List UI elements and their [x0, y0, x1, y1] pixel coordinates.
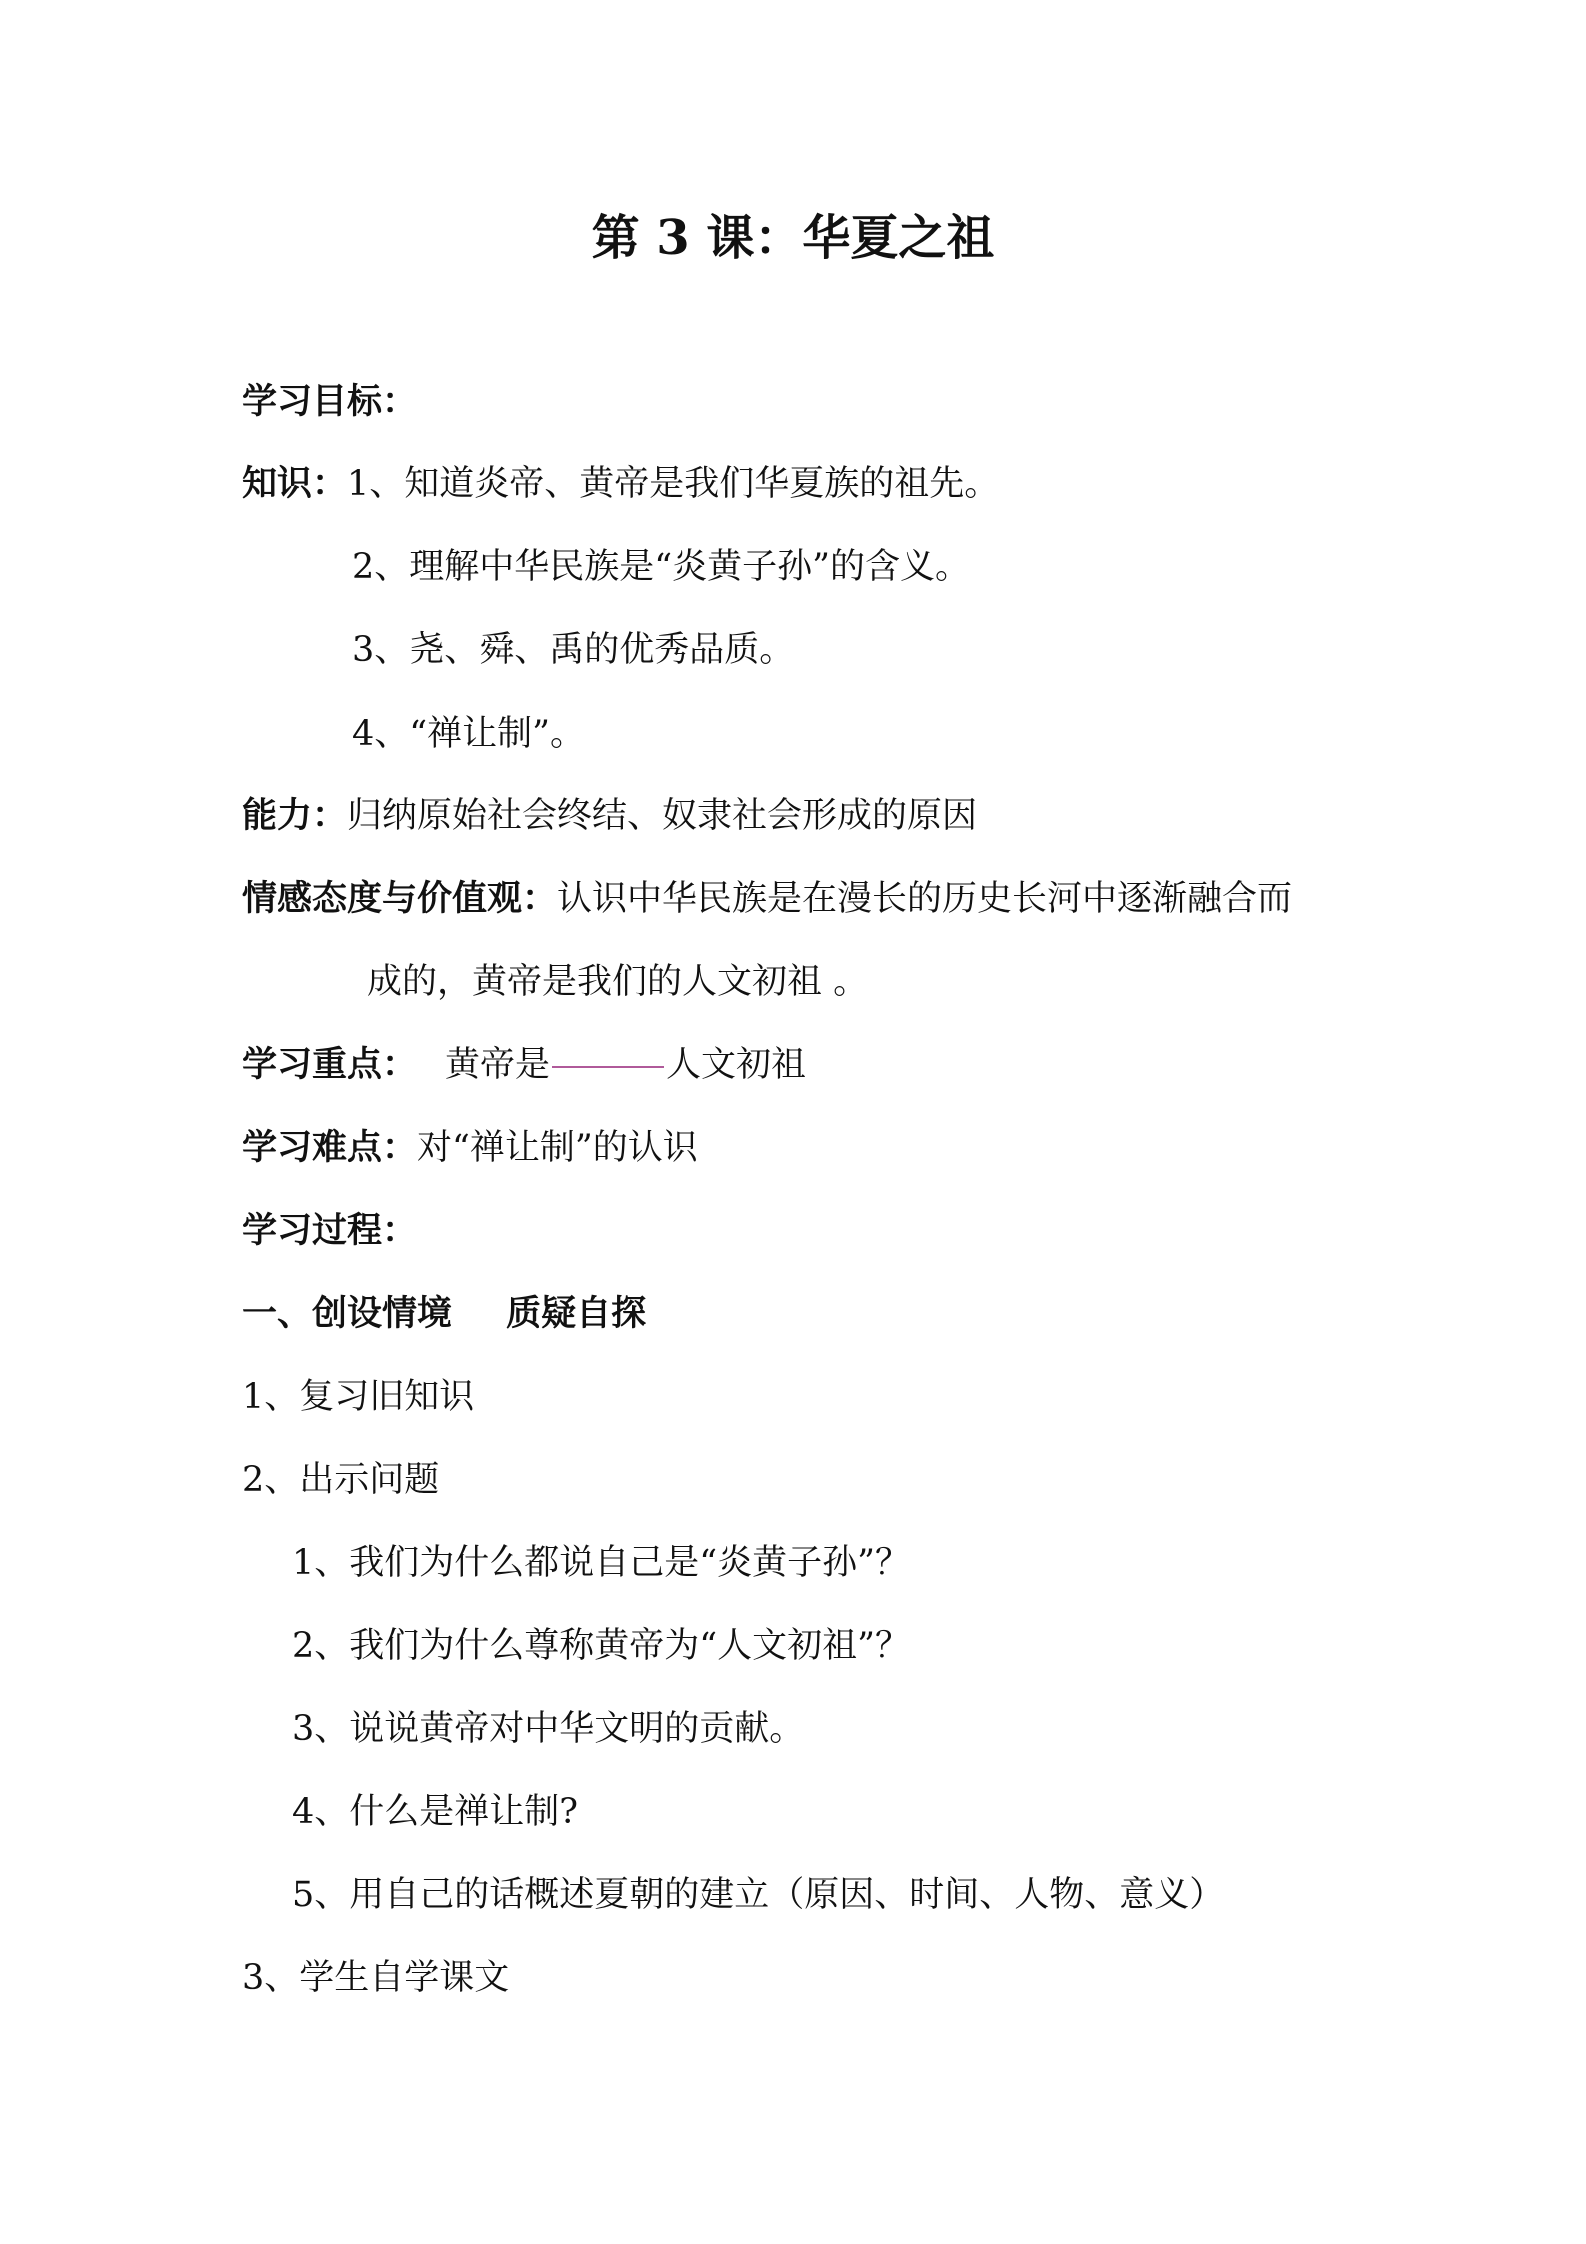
knowledge-label: 知识：: [242, 463, 348, 504]
key-point-label: 学习重点：: [242, 1044, 418, 1085]
ability-row: [242, 794, 977, 838]
key-point-text-before: 黄帝是: [445, 1045, 551, 1085]
process-heading: 学习过程：: [242, 1210, 418, 1251]
emotion-label: 情感态度与价值观：: [242, 878, 558, 919]
knowledge-item: 2、理解中华民族是“炎黄子孙”的含义。: [352, 547, 971, 587]
knowledge-row: [242, 462, 999, 506]
emotion-row: [242, 877, 1292, 921]
emotion-text-continued: 成的，黄帝是我们的人文初祖 。: [367, 962, 869, 1002]
process-step: 1、复习旧知识: [242, 1377, 475, 1417]
process-step: 2、出示问题: [242, 1460, 440, 1500]
question-item: 2、我们为什么尊称黄帝为“人文初祖”？: [292, 1626, 911, 1666]
knowledge-item: 1、知道炎帝、黄帝是我们华夏族的祖先。: [347, 464, 1000, 504]
key-point-row: [242, 1043, 806, 1087]
ability-label: 能力：: [242, 795, 348, 836]
question-item: 4、什么是禅让制?: [292, 1792, 579, 1832]
ability-text: 归纳原始社会终结、奴隶社会形成的原因: [347, 796, 978, 836]
question-item: 1、我们为什么都说自己是“炎黄子孙”？: [292, 1543, 911, 1583]
fill-blank-line: [552, 1066, 664, 1068]
difficulty-label: 学习难点：: [242, 1127, 418, 1168]
section-heading: 一、创设情境 质疑自探: [242, 1293, 647, 1334]
knowledge-item: 3、尧、舜、禹的优秀品质。: [352, 630, 795, 670]
emotion-text: 认识中华民族是在漫长的历史长河中逐渐融合而: [557, 879, 1293, 919]
page-title: 第 3 课：华夏之祖: [591, 210, 995, 266]
question-item: 5、用自己的话概述夏朝的建立（原因、时间、人物、意义）: [292, 1875, 1225, 1915]
knowledge-item: 4、“禅让制”。: [352, 714, 586, 754]
key-point-text-after: 人文初祖: [666, 1045, 807, 1085]
process-step: 3、学生自学课文: [242, 1958, 510, 1998]
difficulty-row: [242, 1126, 698, 1170]
objectives-heading: 学习目标：: [242, 381, 418, 422]
difficulty-text: 对“禅让制”的认识: [417, 1128, 698, 1168]
question-item: 3、说说黄帝对中华文明的贡献。: [292, 1709, 805, 1749]
